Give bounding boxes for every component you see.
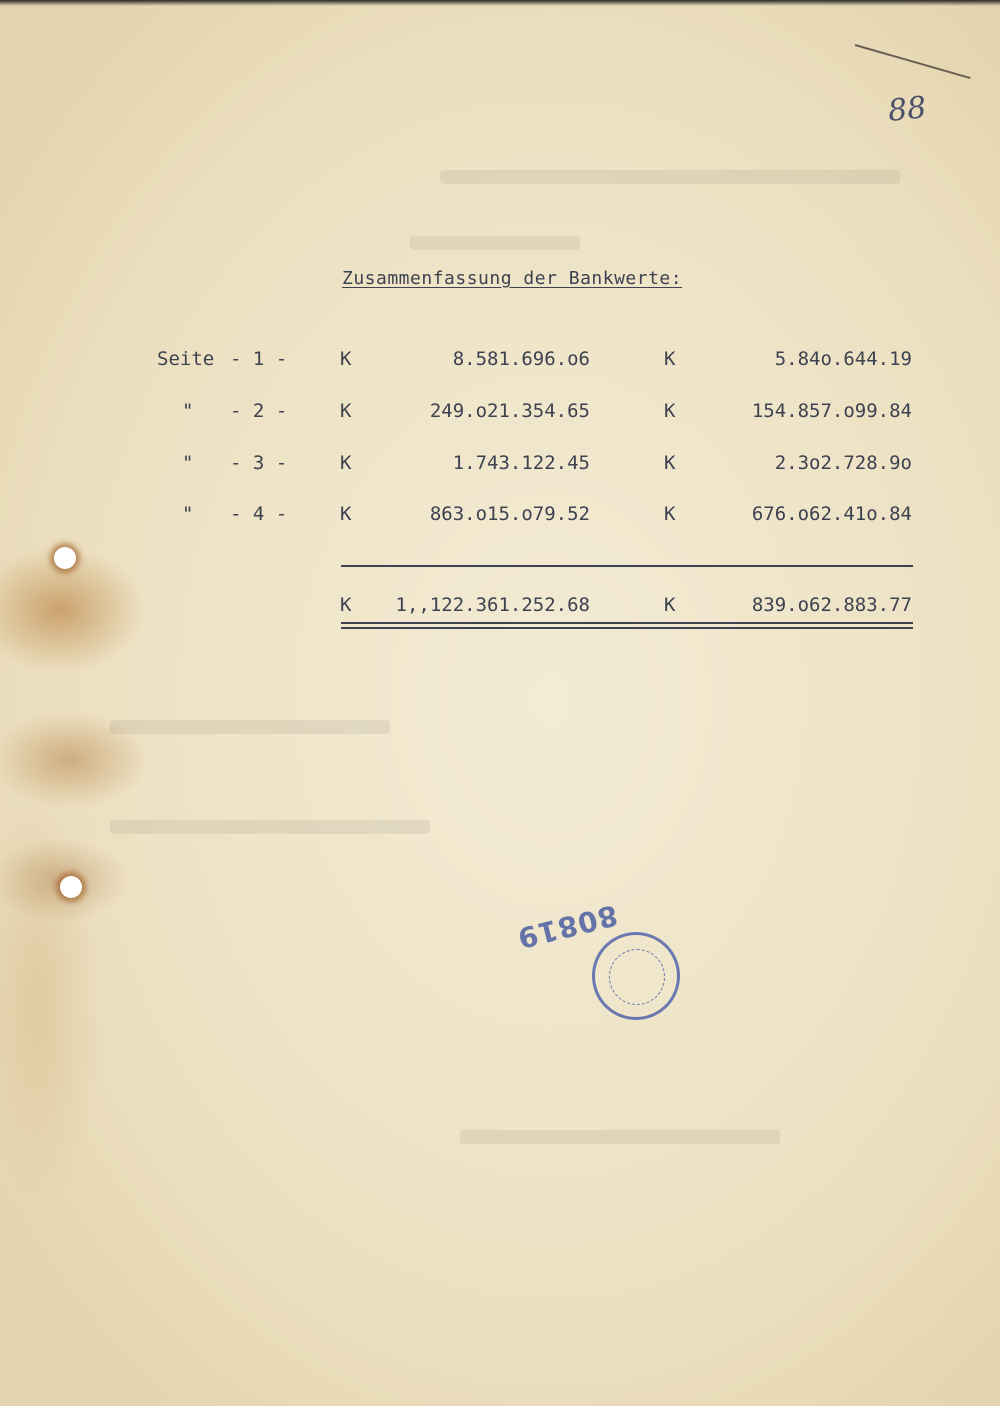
ditto-mark: " <box>182 503 194 525</box>
show-through-line <box>460 1130 780 1144</box>
currency-mark: K <box>664 348 676 370</box>
punch-hole <box>54 547 76 569</box>
page-ref: - 1 - <box>230 348 288 370</box>
currency-mark: K <box>664 400 676 422</box>
show-through-line <box>110 820 430 834</box>
scan-edge <box>0 0 1000 6</box>
value-col-2: 676.o62.41o.84 <box>751 503 912 525</box>
ditto-mark: " <box>182 452 194 474</box>
value-col-2: 2.3o2.728.9o <box>774 452 912 474</box>
currency-mark: K <box>340 348 352 370</box>
document-title: Zusammenfassung der Bankwerte: <box>342 268 683 289</box>
currency-mark: K <box>664 594 676 616</box>
currency-mark: K <box>340 400 352 422</box>
table-row <box>0 503 1000 533</box>
currency-mark: K <box>664 452 676 474</box>
row-label: Seite <box>157 348 215 370</box>
punch-hole <box>60 876 82 898</box>
show-through-line <box>110 720 390 734</box>
total-row <box>0 594 1000 624</box>
table-row <box>0 452 1000 482</box>
table-row <box>0 400 1000 430</box>
value-col-1: 863.o15.o79.52 <box>429 503 590 525</box>
currency-mark: K <box>340 452 352 474</box>
table-row <box>0 348 1000 378</box>
ditto-mark: " <box>182 400 194 422</box>
page-ref: - 2 - <box>230 400 288 422</box>
page-ref: - 3 - <box>230 452 288 474</box>
pencil-mark <box>855 44 971 79</box>
value-col-1: 8.581.696.o6 <box>452 348 590 370</box>
value-col-2: 5.84o.644.19 <box>774 348 912 370</box>
value-col-1: 1.743.122.45 <box>452 452 590 474</box>
archive-stamp-number: 80819 <box>513 898 621 955</box>
total-value-col-1: 1,,122.361.252.68 <box>395 594 590 616</box>
currency-mark: K <box>340 594 352 616</box>
sum-rule <box>341 565 913 567</box>
archive-seal <box>592 932 680 1020</box>
show-through-line <box>440 170 900 184</box>
page-ref: - 4 - <box>230 503 288 525</box>
handwritten-page-number: 88 <box>886 90 928 129</box>
currency-mark: K <box>664 503 676 525</box>
currency-mark: K <box>340 503 352 525</box>
value-col-2: 154.857.o99.84 <box>751 400 912 422</box>
double-underline <box>341 622 913 629</box>
total-value-col-2: 839.o62.883.77 <box>751 594 912 616</box>
show-through-line <box>410 236 580 250</box>
value-col-1: 249.o21.354.65 <box>429 400 590 422</box>
seal-emblem-icon <box>609 949 665 1005</box>
